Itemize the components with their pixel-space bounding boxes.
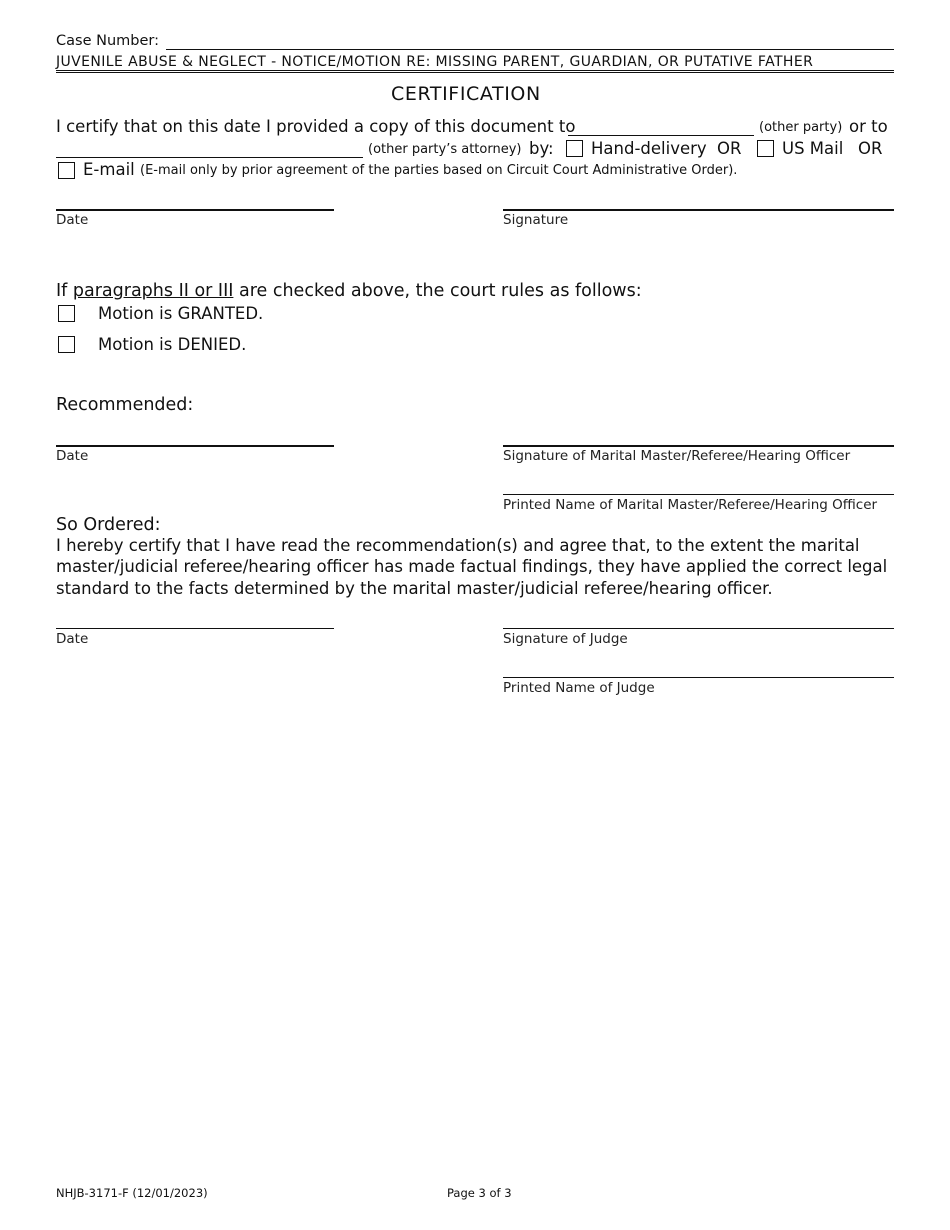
so-ordered-line1: I hereby certify that I have read the recommendation(s) and agree that, to the extent the marital	[56, 536, 860, 555]
denied-checkbox[interactable]	[58, 336, 75, 353]
form-title: JUVENILE ABUSE & NEGLECT - NOTICE/MOTION RE: MISSING PARENT, GUARDIAN, OR PUTATIVE FATHER	[56, 54, 814, 70]
certification-heading: CERTIFICATION	[391, 83, 541, 105]
so-ordered-line3: standard to the facts determined by the marital master/judicial referee/hearing officer.	[56, 579, 773, 598]
us-mail-checkbox[interactable]	[757, 140, 774, 157]
ruling-intro	[56, 281, 642, 301]
judge-signature-field[interactable]	[503, 628, 894, 629]
master-printed-name-label: Printed Name of Marital Master/Referee/Hearing Officer	[503, 497, 878, 513]
case-number-field[interactable]	[166, 49, 894, 50]
granted-label: Motion is GRANTED.	[98, 304, 264, 323]
so-ordered-heading: So Ordered:	[56, 515, 161, 535]
page-number: Page 3 of 3	[447, 1186, 512, 1200]
ruling-intro-suffix: are checked above, the court rules as follows:	[238, 281, 642, 301]
title-rule-2	[56, 72, 894, 73]
judge-date-field[interactable]	[56, 628, 334, 629]
email-label: E-mail	[83, 160, 135, 179]
email-note: (E-mail only by prior agreement of the parties based on Circuit Court Administrative Order).	[140, 163, 738, 178]
or-to-text: or to	[849, 117, 888, 136]
cert-date-field[interactable]	[56, 209, 334, 211]
granted-checkbox[interactable]	[58, 305, 75, 322]
form-id: NHJB-3171-F (12/01/2023)	[56, 1186, 208, 1200]
cert-signature-field[interactable]	[503, 209, 894, 211]
ruling-intro-paragraphs: paragraphs II or III	[72, 281, 234, 301]
master-signature-field[interactable]	[503, 445, 894, 447]
master-signature-label: Signature of Marital Master/Referee/Hearing Officer	[503, 448, 851, 464]
recommended-heading: Recommended:	[56, 395, 194, 415]
denied-label: Motion is DENIED.	[98, 335, 247, 354]
master-printed-name-field[interactable]	[503, 494, 894, 495]
judge-printed-name-label: Printed Name of Judge	[503, 680, 655, 696]
judge-date-label: Date	[56, 631, 89, 647]
case-number-label: Case Number:	[56, 33, 159, 49]
ruling-intro-prefix: If	[56, 281, 68, 301]
us-mail-label: US Mail	[782, 139, 844, 158]
judge-signature-label: Signature of Judge	[503, 631, 628, 647]
by-label: by:	[529, 139, 554, 158]
hand-delivery-checkbox[interactable]	[566, 140, 583, 157]
or-text-2: OR	[858, 139, 883, 158]
cert-signature-label: Signature	[503, 212, 569, 228]
title-rule-1	[56, 70, 894, 71]
cert-date-label: Date	[56, 212, 89, 228]
certify-line1-text: I certify that on this date I provided a copy of this document to	[56, 117, 576, 136]
email-checkbox[interactable]	[58, 162, 75, 179]
so-ordered-line2: master/judicial referee/hearing officer has made factual findings, they have applied the correct legal	[56, 557, 888, 576]
attorney-field[interactable]	[56, 157, 363, 158]
judge-printed-name-field[interactable]	[503, 677, 894, 678]
or-text-1: OR	[717, 139, 742, 158]
attorney-label: (other party’s attorney)	[368, 142, 522, 157]
recommended-date-field[interactable]	[56, 445, 334, 447]
hand-delivery-label: Hand-delivery	[591, 139, 707, 158]
other-party-field[interactable]	[568, 135, 754, 136]
recommended-date-label: Date	[56, 448, 89, 464]
other-party-label: (other party)	[759, 120, 843, 135]
